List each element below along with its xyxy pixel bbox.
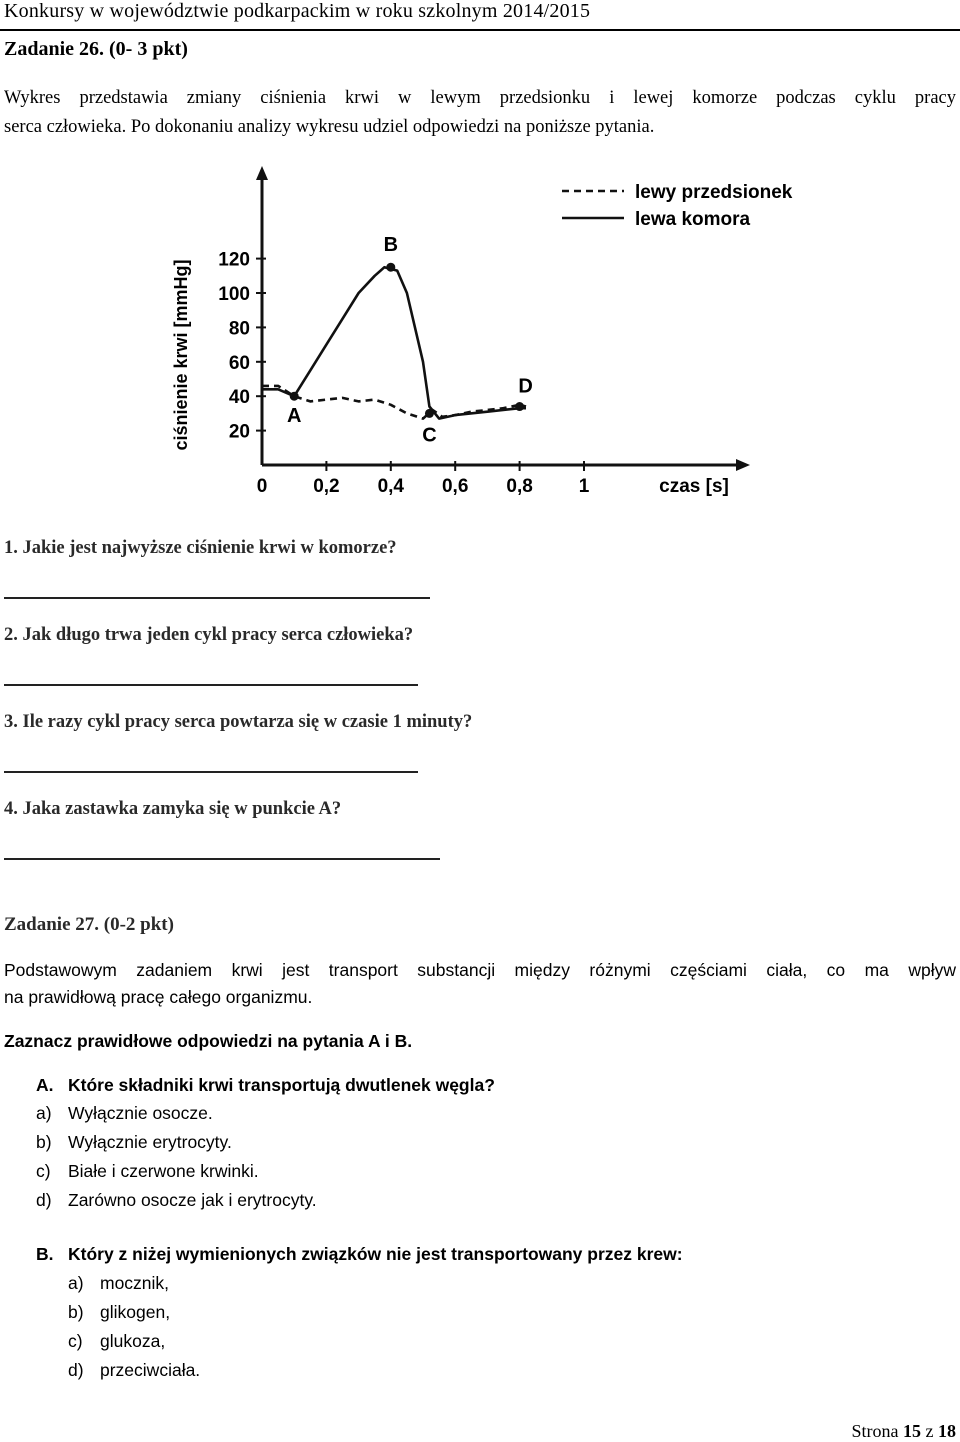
footer-prefix: Strona <box>851 1421 899 1441</box>
point-d <box>515 402 524 411</box>
answer-line-3[interactable] <box>4 771 418 773</box>
x-tick-label: 0,2 <box>313 476 340 497</box>
question-b-text: Który z niżej wymienionych związków nie jest transportowany przez krew: <box>68 1244 683 1264</box>
y-tick-label: 60 <box>228 352 250 374</box>
question-3: 3. Ile razy cykl pracy serca powtarza się w czasie 1 minuty? <box>4 712 473 732</box>
y-axis-label: ciśnienie krwi [mmHg] <box>171 259 191 451</box>
task-26-title: Zadanie 26. (0- 3 pkt) <box>4 38 188 60</box>
question-a-text: Które składniki krwi transportują dwutlenek węgla? <box>68 1075 495 1095</box>
x-tick-label: 0,8 <box>506 476 533 497</box>
answer-line-1[interactable] <box>4 597 430 599</box>
option-a-c[interactable]: c) Białe i czerwone krwinki. <box>36 1161 259 1181</box>
answer-line-4[interactable] <box>4 858 440 860</box>
task-27-intro-line1: Podstawowym zadaniem krwi jest transport substancji między różnymi częściami ciała, co ma wpływ <box>4 960 956 980</box>
point-a <box>290 392 299 401</box>
question-a-label: A. <box>36 1075 54 1095</box>
y-tick-label: 80 <box>228 318 250 340</box>
y-tick-label: 120 <box>218 249 250 271</box>
task-26-intro-line2: serca człowieka. Po dokonaniu analizy wykresu udziel odpowiedzi na poniższe pytania. <box>4 117 655 137</box>
series-line-1 <box>262 386 526 419</box>
option-b-d[interactable]: d) przeciwciała. <box>68 1360 201 1380</box>
x-axis-arrow <box>736 459 750 471</box>
option-b-a[interactable]: a) mocznik, <box>68 1273 170 1293</box>
legend-label-1: lewy przedsionek <box>635 182 793 203</box>
x-tick-label: 0 <box>256 476 268 497</box>
task-27-instruction: Zaznacz prawidłowe odpowiedzi na pytania A i B. <box>4 1031 413 1051</box>
option-b-c[interactable]: c) glukoza, <box>68 1331 166 1351</box>
point-c <box>425 409 434 418</box>
task-26-intro-line1: Wykres przedstawia zmiany ciśnienia krwi w lewym przedsionku i lewej komorze podczas cyklu pracy <box>4 88 956 108</box>
answer-line-2[interactable] <box>4 684 418 686</box>
series-line-2 <box>262 267 526 418</box>
task-27-title: Zadanie 27. (0-2 pkt) <box>4 914 174 935</box>
y-axis-arrow <box>256 166 268 180</box>
footer-page-number: 15 <box>903 1421 921 1441</box>
header-rule <box>0 29 960 31</box>
question-4: 4. Jaka zastawka zamyka się w punkcie A? <box>4 799 342 819</box>
x-axis-label: czas [s] <box>659 476 729 497</box>
y-tick-label: 20 <box>228 421 250 443</box>
x-tick-label: 0,4 <box>377 476 405 497</box>
point-b <box>386 263 395 272</box>
y-tick-label: 100 <box>218 284 250 305</box>
question-2: 2. Jak długo trwa jeden cykl pracy serca człowieka? <box>4 625 414 645</box>
footer-mid: z <box>925 1421 934 1441</box>
option-a-b[interactable]: b) Wyłącznie erytrocyty. <box>36 1132 232 1152</box>
legend-label-2: lewa komora <box>635 209 751 230</box>
option-b-b[interactable]: b) glikogen, <box>68 1302 171 1322</box>
task-27-intro-line2: na prawidłową pracę całego organizmu. <box>4 987 313 1007</box>
point-label-c: C <box>422 424 437 447</box>
option-a-a[interactable]: a) Wyłącznie osocze. <box>36 1103 213 1123</box>
x-tick-label: 0,6 <box>441 476 469 497</box>
footer-total-pages: 18 <box>938 1421 956 1441</box>
y-tick-label: 40 <box>228 387 250 409</box>
point-label-b: B <box>383 234 399 257</box>
page-footer <box>852 1421 957 1442</box>
option-a-d[interactable]: d) Zarówno osocze jak i erytrocyty. <box>36 1190 317 1210</box>
page-header: Konkursy w województwie podkarpackim w roku szkolnym 2014/2015 <box>4 0 591 22</box>
question-b-label: B. <box>36 1244 54 1264</box>
x-tick-label: 1 <box>578 476 590 497</box>
point-label-a: A <box>286 405 302 428</box>
question-1: 1. Jakie jest najwyższe ciśnienie krwi w komorze? <box>4 538 397 558</box>
blood-pressure-chart <box>160 160 800 505</box>
point-label-d: D <box>518 375 533 398</box>
